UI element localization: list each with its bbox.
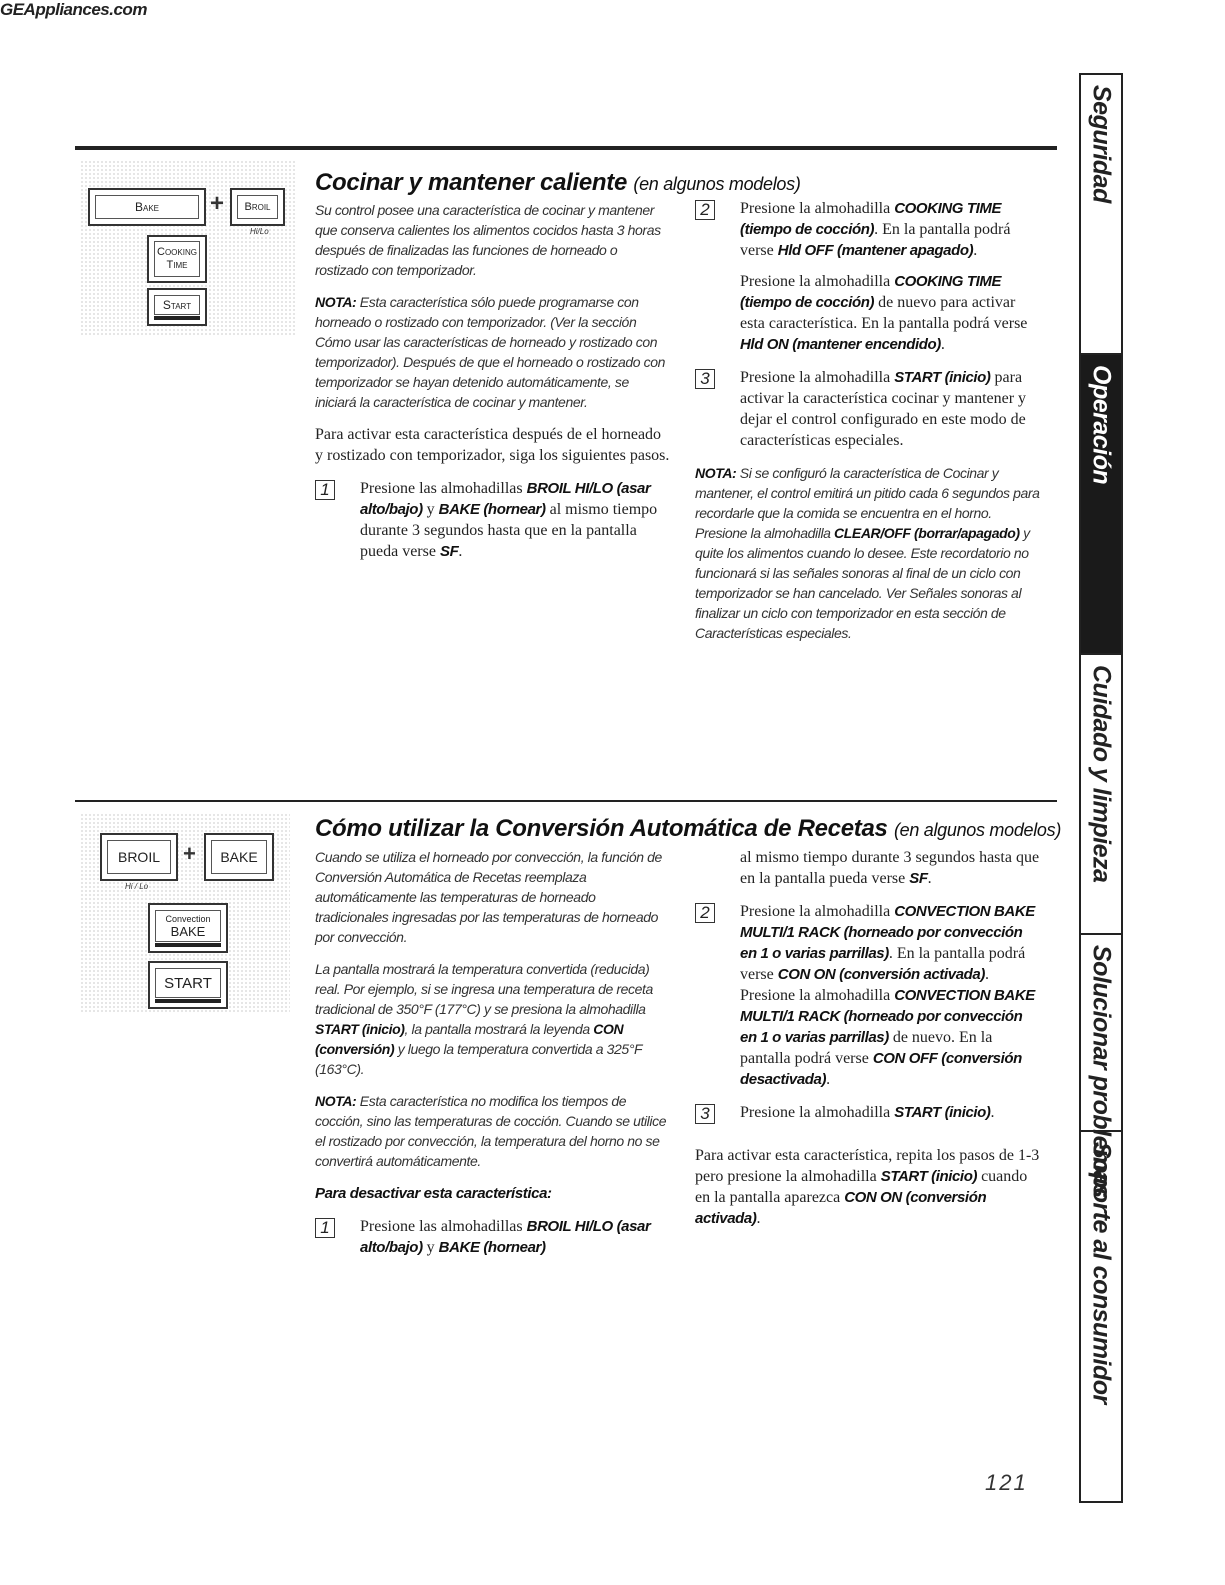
cooking-time-key xyxy=(147,235,207,283)
step-number: 2 xyxy=(695,903,715,923)
tab-seguridad[interactable] xyxy=(1081,75,1121,355)
tab-label: Soporte al consumidor xyxy=(1087,1142,1116,1404)
section1-step-2 xyxy=(695,198,1040,355)
broil-key-label: BROIL xyxy=(117,848,160,865)
con-on-display: CON ON (conversión activada) xyxy=(695,1189,987,1227)
body-text: , la pantalla mostrará la leyenda xyxy=(404,1021,594,1037)
body-text: La pantalla mostrará la temperatura convertida (reducida) real. Por ejemplo, si se ingresa una temperatura de receta tradicional de 350°F (177°C) y se presiona la almohadilla xyxy=(315,961,653,1017)
sf-display: SF xyxy=(909,870,928,887)
section-divider xyxy=(75,800,1057,802)
step-number: 1 xyxy=(315,1218,335,1238)
section2-title-note: (en algunos modelos) xyxy=(893,820,1062,840)
step-text: . En la pantalla podrá verse xyxy=(740,945,1026,983)
step-number: 3 xyxy=(695,369,715,389)
step-text: . xyxy=(826,1071,831,1088)
step-text: . xyxy=(927,870,932,887)
section1-nota2 xyxy=(695,463,1040,643)
section2-title xyxy=(315,815,1061,843)
conv-bake-label: BAKE xyxy=(170,924,206,939)
nota-label: NOTA: xyxy=(315,294,357,310)
start-key-label: START xyxy=(164,974,212,992)
broil-hilo-command: BROIL HI/LO (asar alto/bajo) xyxy=(360,1218,651,1256)
step-text: . En la pantalla podrá verse xyxy=(740,221,1011,259)
section2-nota xyxy=(315,1091,670,1171)
broil-key xyxy=(230,188,285,226)
control-panel-illustration-1 xyxy=(80,160,295,335)
section2-outro xyxy=(695,1145,1040,1229)
section1-left-column xyxy=(315,200,670,574)
sf-display: SF xyxy=(439,543,459,560)
step-text: . Presione la almohadilla xyxy=(740,966,989,1004)
tab-solucionar[interactable] xyxy=(1081,935,1121,1198)
bake-command: BAKE (hornear) xyxy=(438,501,546,518)
convection-bake-command: CONVECTION BAKE MULTI/1 RACK (horneado por convección en 1 o varias parrillas) xyxy=(740,903,1035,962)
plus-sign: + xyxy=(183,841,196,866)
step-text: Presione la almohadilla xyxy=(740,369,895,386)
con-off-display: CON OFF (conversión desactivada) xyxy=(740,1050,1022,1088)
site-url: GEAppliances.com xyxy=(0,0,147,19)
start-key-label: Start xyxy=(162,297,192,312)
section2-step-3 xyxy=(695,1102,1040,1123)
cooking-time-command: COOKING TIME (tiempo de cocción) xyxy=(740,200,1002,238)
clear-off-command: CLEAR/OFF (borrar/apagado) xyxy=(834,525,1020,541)
section2-right-column xyxy=(695,847,1040,1241)
body-text: . xyxy=(756,1210,761,1227)
section1-step-1 xyxy=(315,478,670,562)
step-text: Presione las almohadillas xyxy=(360,1218,527,1235)
step-text: para activar la característica cocinar y mantener y dejar el control configurado en este modo de características especiales. xyxy=(740,369,1027,449)
section2-intro: Cuando se utiliza el horneado por convección, la función de Conversión Automática de Recetas reemplaza automáticamente las temperaturas de horneado tradicionales ingresadas por las temperaturas de horneado por convección. xyxy=(315,849,662,945)
section1-intro: Su control posee una característica de cocinar y mantener que conserva calientes los alimentos cocidos hasta 3 horas después de finalizadas las funciones de horneado o rostizado con temporizador. xyxy=(315,202,661,278)
section1-nota xyxy=(315,292,670,412)
start-command: START (inicio) xyxy=(894,369,991,386)
body-text: cuando en la pantalla aparezca xyxy=(695,1168,1028,1206)
body-text: Para activar esta característica, repita los pasos de 1-3 pero presione la almohadilla xyxy=(695,1147,1040,1185)
step-text: de nuevo. En la pantalla podrá verse xyxy=(740,1029,993,1067)
section2-p2 xyxy=(315,959,670,1079)
step-text: Presione la almohadilla xyxy=(740,1104,895,1121)
hld-off-display: Hld OFF (mantener apagado) xyxy=(777,242,974,259)
broil-key xyxy=(100,833,178,881)
step-text: y xyxy=(422,1239,439,1256)
section1-title-note: (en algunos modelos) xyxy=(633,174,801,194)
step-number: 2 xyxy=(695,200,715,220)
convection-bake-command: CONVECTION BAKE MULTI/1 RACK (horneado por convección en 1 o varias parrillas) xyxy=(740,987,1035,1046)
section-tabs xyxy=(1079,73,1123,1503)
step-text: al mismo tiempo durante 3 segundos hasta que en la pantalla pueda verse xyxy=(360,501,658,560)
body-text: y luego la temperatura convertida a 325°F (163°C). xyxy=(315,1041,642,1077)
tab-label: Operación xyxy=(1087,365,1116,485)
step-text: Presione la almohadilla xyxy=(740,903,895,920)
step-text: . xyxy=(940,336,945,353)
disable-heading: Para desactivar esta característica: xyxy=(315,1185,552,1202)
convection-bake-key xyxy=(148,903,228,953)
header-rule xyxy=(75,146,1057,150)
time-label: Time xyxy=(166,259,188,271)
tab-label: Seguridad xyxy=(1087,85,1116,203)
section1-title-text: Cocinar y mantener caliente xyxy=(315,169,628,196)
con-display: CON (conversión) xyxy=(315,1021,624,1057)
step-text: . xyxy=(458,543,463,560)
nota-text: Si se configuró la característica de Cocinar y mantener, el control emitirá un pitido cada 6 segundos para recordarle que la comida se encuentra en el horno. Presione la almohadilla xyxy=(695,465,1040,541)
bake-key xyxy=(88,188,206,226)
cooking-label: Cooking xyxy=(157,246,197,258)
page-number: 121 xyxy=(985,1470,1028,1495)
section2-step-2 xyxy=(695,901,1040,1090)
nota-text: y quite los alimentos cuando lo desee. Este recordatorio no funcionará si las señales sonoras al final de un ciclo con temporizador se han cancelado. Ver Señales sonoras al finalizar un ciclo con temporizador en esta sección de Características especiales. xyxy=(695,525,1030,641)
start-key xyxy=(147,288,207,326)
broil-hilo-command: BROIL HI/LO (asar alto/bajo) xyxy=(360,480,651,518)
section2-title-text: Cómo utilizar la Conversión Automática de Recetas xyxy=(315,815,888,842)
bake-key-label: BAKE xyxy=(220,848,258,865)
step-text: Presione la almohadilla xyxy=(740,200,895,217)
section2-left-column xyxy=(315,847,670,1270)
step-text: . xyxy=(973,242,978,259)
tab-label: Solucionar problemas xyxy=(1087,945,1116,1198)
step-text: Presione la almohadilla xyxy=(740,273,895,290)
broil-key-label: Broil xyxy=(244,200,271,213)
broil-sub-label: Hi / Lo xyxy=(125,882,149,891)
control-panel-illustration-2 xyxy=(80,813,290,1013)
nota-text: Esta característica sólo puede programarse con horneado o rostizado con temporizador. (Ver la sección Cómo usar las características de horneado y rostizado con temporizador). Después de que el horneado o rostizado con temporizador se hayan detenido automáticamente, se iniciará la característica de cocinar y mantener. xyxy=(315,294,665,410)
cooking-time-command: COOKING TIME (tiempo de cocción) xyxy=(740,273,1002,311)
step-text: y xyxy=(422,501,439,518)
convection-label: Convection xyxy=(165,914,211,924)
tab-label: Cuidado y limpieza xyxy=(1087,665,1116,883)
nota-label: NOTA: xyxy=(695,465,737,481)
section1-step-3 xyxy=(695,367,1040,451)
con-on-display: CON ON (conversión activada) xyxy=(777,966,985,983)
tab-soporte[interactable] xyxy=(1081,1132,1121,1501)
step1-continued xyxy=(695,847,1040,889)
start-command: START (inicio) xyxy=(315,1021,405,1037)
step-number: 3 xyxy=(695,1104,715,1124)
nota-text: Esta característica no modifica los tiempos de cocción, sino las temperaturas de cocción. Cuando se utilice el rostizado por convección, la temperatura del horno no se convertirá automáticamente. xyxy=(315,1093,667,1169)
step-text: al mismo tiempo durante 3 segundos hasta que en la pantalla pueda verse xyxy=(740,849,1040,887)
tab-operacion[interactable] xyxy=(1081,355,1121,655)
step-text: . xyxy=(990,1104,995,1121)
start-command: START (inicio) xyxy=(894,1104,991,1121)
start-key xyxy=(148,961,228,1009)
broil-sub-label: Hi/Lo xyxy=(250,227,269,236)
step-text: Presione las almohadillas xyxy=(360,480,527,497)
section1-right-column xyxy=(695,198,1040,655)
bake-key-label: Bake xyxy=(134,199,159,214)
section1-title xyxy=(315,169,801,197)
hld-on-display: Hld ON (mantener encendido) xyxy=(740,336,941,353)
plus-sign: + xyxy=(210,190,225,217)
step-number: 1 xyxy=(315,480,335,500)
bake-key xyxy=(204,833,274,881)
section1-para: Para activar esta característica después de el horneado y rostizado con temporizador, siga los siguientes pasos. xyxy=(315,426,670,464)
section2-step-1 xyxy=(315,1216,670,1258)
tab-cuidado[interactable] xyxy=(1081,655,1121,935)
bake-command: BAKE (hornear) xyxy=(438,1239,546,1256)
start-command: START (inicio) xyxy=(880,1168,978,1185)
step-text: de nuevo para activar esta característica. En la pantalla podrá verse xyxy=(740,294,1028,332)
nota-label: NOTA: xyxy=(315,1093,357,1109)
